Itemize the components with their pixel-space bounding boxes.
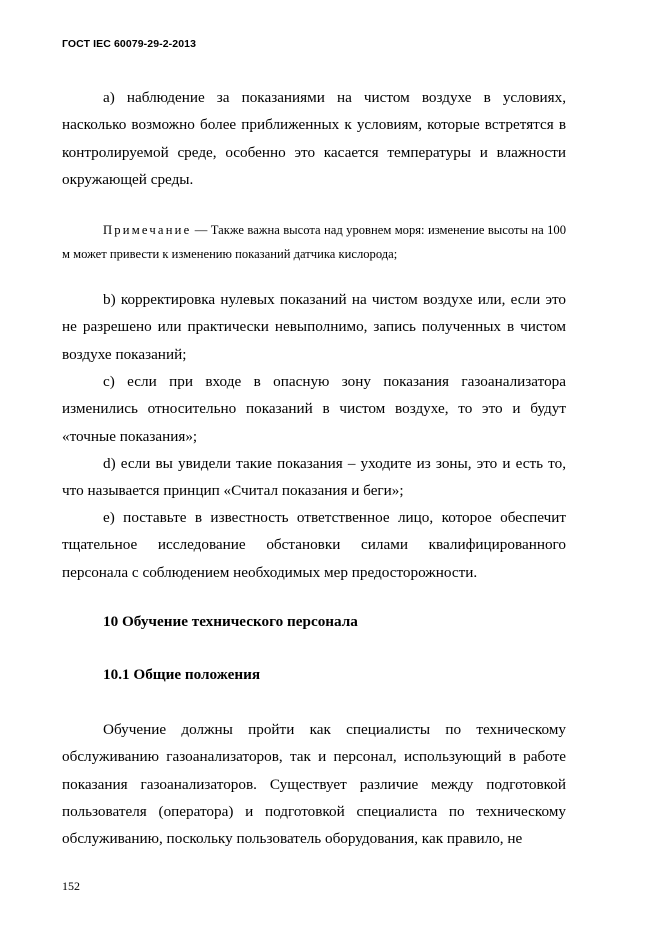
paragraph-training: Обучение должны пройти как специалисты по техническому обслуживанию газоанализаторов, так и персонал, использующий в работе показания газоанализаторов. Существует различие между подготовкой пользователя (оператора) и подготовкой специалиста по техническому обслуживанию, поскольку пользователь оборудования, как правило, не	[62, 721, 566, 848]
section-heading-10-1: 10.1 Общие положения	[103, 666, 261, 683]
note-label: Примечание	[103, 223, 192, 237]
paragraph-b: b) корректировка нулевых показаний на чистом воздухе или, если это не разрешено или практически невыполнимо, запись полученных в чистом воздухе показаний;	[62, 291, 566, 363]
document-header: ГОСТ IEC 60079-29-2-2013	[62, 38, 197, 50]
section-heading-10: 10 Обучение технического персонала	[103, 613, 358, 630]
paragraph-a: а) наблюдение за показаниями на чистом воздухе в условиях, насколько возможно более приближенных к условиям, которые встретятся в контролируемой среде, особенно это касается температуры и влажности окружающей среды.	[62, 89, 566, 188]
paragraph-c: с) если при входе в опасную зону показания газоанализатора изменились относительно показаний в чистом воздухе, то это и будут «точные показания»;	[62, 373, 566, 445]
paragraph-e: е) поставьте в известность ответственное лицо, которое обеспечит тщательное исследование обстановки силами квалифицированного персонала с соблюдением необходимых мер предосторожности.	[62, 509, 566, 581]
page-number: 152	[62, 879, 80, 893]
paragraph-d: d) если вы увидели такие показания – уходите из зоны, это и есть то, что называется принцип «Считал показания и беги»;	[62, 455, 566, 500]
note-text: — Также важна высота над уровнем моря: изменение высоты на 100 м может привести к изменению показаний датчика кислорода;	[62, 223, 566, 261]
note-paragraph	[62, 218, 566, 266]
